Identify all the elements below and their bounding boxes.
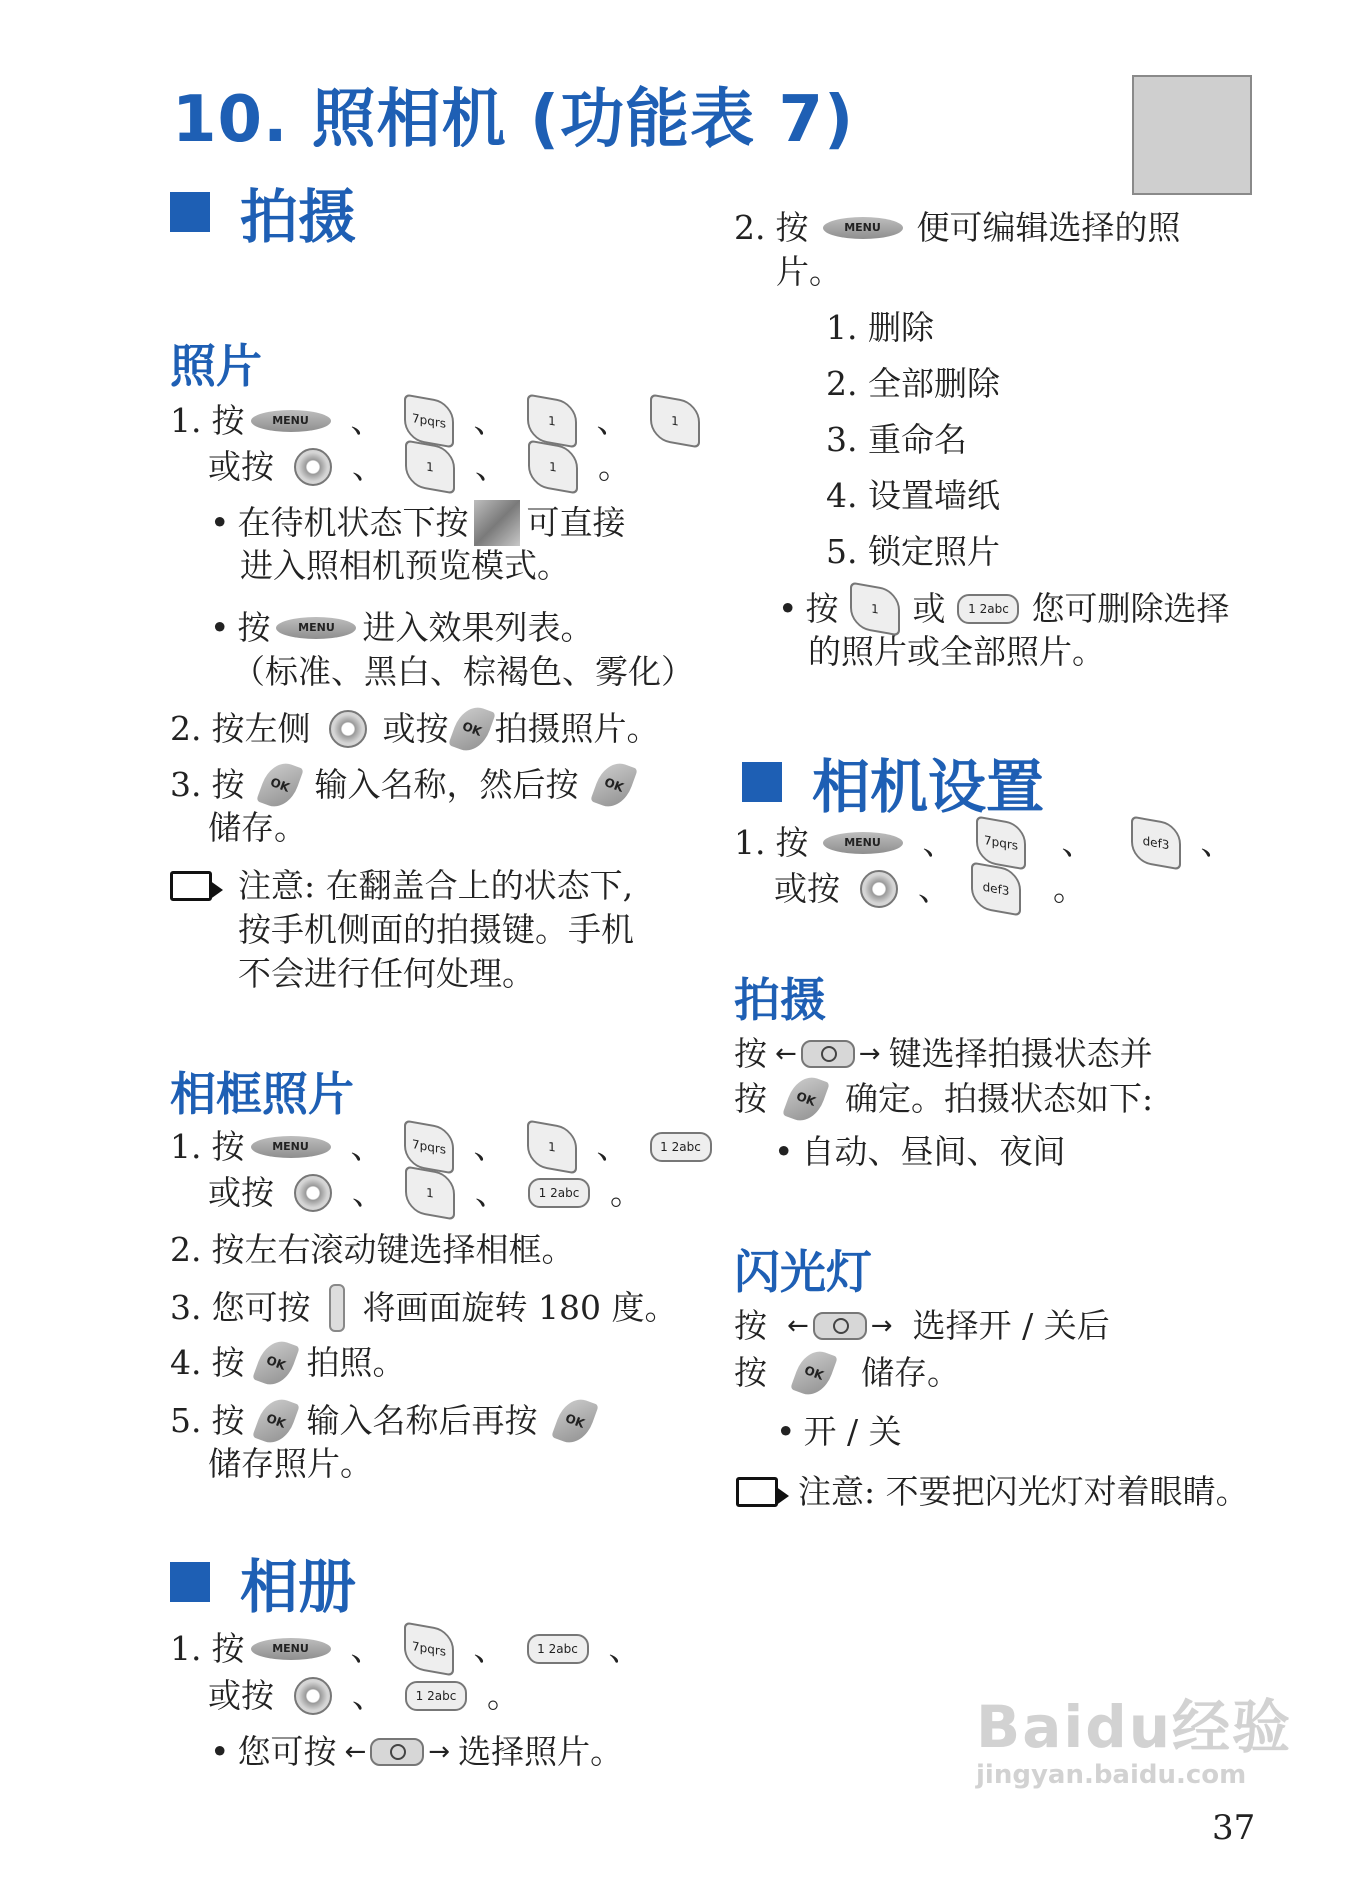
key-1-icon: 1 (527, 394, 577, 449)
separator: 、 (352, 1676, 385, 1715)
separator: 、 (473, 1629, 507, 1668)
key-7-icon: 7pqrs (404, 1120, 454, 1175)
menu-key-icon: MENU (276, 617, 356, 639)
key-7-icon: 7pqrs (404, 394, 454, 449)
ok-key-icon: OK (590, 758, 638, 813)
key-2-icon: 1 2abc (650, 1132, 712, 1162)
photo-step-2 (170, 706, 660, 752)
page-number: 37 (1212, 1808, 1256, 1848)
arrow-left-icon: ← (775, 1039, 797, 1069)
section-heading-camera-settings-label: 相机设置 (812, 753, 1045, 821)
section-heading-shoot (170, 170, 356, 254)
note-icon (736, 1477, 778, 1507)
bullet-text: • 在待机状态下按 (237, 503, 469, 542)
bullet-text: 您可删除选择 (1031, 589, 1230, 628)
separator: 、 (350, 401, 384, 440)
subheading-shoot-mode: 拍摄 (734, 973, 826, 1027)
step-number: 5. (170, 1401, 202, 1440)
or-press-label: 或按 (208, 1676, 274, 1715)
edit-option-5: 5. 锁定照片 (826, 532, 1000, 571)
key-3-icon: def3 (971, 862, 1021, 917)
ok-key-icon: OK (256, 758, 304, 813)
camera-key-icon (294, 1677, 332, 1715)
step-number: 1. (170, 1629, 202, 1668)
separator: 、 (473, 401, 507, 440)
nav-pill-icon (801, 1040, 855, 1068)
step-text: 按 (211, 765, 245, 804)
shoot-mode-bullet (774, 1130, 1065, 1174)
menu-key-icon: MENU (251, 1638, 331, 1660)
photo-step-3-cont: 储存。 (208, 808, 307, 847)
key-1-icon: 1 (528, 440, 578, 495)
step-text: 按左右滚动键选择相框。 (211, 1230, 575, 1269)
frame-step-4 (170, 1340, 406, 1386)
camera-key-icon (860, 870, 898, 908)
arrow-left-icon: ← (344, 1737, 367, 1767)
bullet-text: • 自动、昼间、夜间 (801, 1132, 1066, 1171)
press-label: 按 (211, 1127, 245, 1166)
camera-key-icon (329, 710, 367, 748)
key-2-icon: 1 2abc (405, 1681, 467, 1711)
album-step-1 (170, 1626, 656, 1672)
or-press-label: 或按 (208, 1173, 274, 1212)
bullet-text: 选择照片。 (458, 1732, 624, 1771)
flash-note (736, 1470, 1249, 1514)
separator: 、 (596, 401, 630, 440)
key-3-icon: def3 (1131, 816, 1181, 871)
step-text: 储存。 (861, 1353, 960, 1392)
flash-line-2 (734, 1350, 960, 1396)
key-2-icon: 1 2abc (957, 594, 1019, 624)
bullet-text: 进入效果列表。 (362, 608, 594, 647)
separator: 、 (475, 447, 508, 486)
ok-key-icon: OK (252, 1394, 300, 1449)
album-step-1-alt (208, 1674, 534, 1718)
separator: 、 (608, 1629, 642, 1668)
press-label: 按 (211, 401, 245, 440)
step-text: 按 (775, 208, 809, 247)
shoot-mode-line-2 (734, 1076, 1153, 1122)
ok-key-icon: OK (551, 1394, 599, 1449)
step-number: 3. (170, 765, 202, 804)
separator: 、 (922, 823, 956, 862)
edit-option-2: 2. 全部删除 (826, 364, 1000, 403)
step-text: 按 (734, 1306, 767, 1345)
step-number: 2. (170, 1230, 202, 1269)
step-text: 按左侧 (211, 709, 311, 748)
separator: 、 (918, 869, 951, 908)
square-bullet-icon (742, 762, 782, 802)
photo-note (170, 864, 633, 908)
or-press-label: 或按 (208, 447, 274, 486)
key-1-icon: 1 (650, 394, 700, 449)
arrow-left-icon: ← (787, 1311, 809, 1341)
menu-key-icon: MENU (823, 832, 903, 854)
ok-key-icon: OK (448, 702, 496, 757)
step-number: 1. (170, 401, 202, 440)
key-7-icon: 7pqrs (976, 816, 1026, 871)
camera-key-icon (294, 1174, 332, 1212)
edit-option-1: 1. 删除 (826, 308, 934, 347)
press-label: 按 (211, 1629, 245, 1668)
step-number: 1. (734, 823, 766, 862)
square-bullet-icon (170, 192, 210, 232)
step-text: 便可编辑选择的照 (916, 208, 1181, 247)
step-number: 2. (734, 208, 766, 247)
section-heading-camera-settings (742, 740, 1044, 824)
frame-step-5-cont: 储存照片。 (208, 1444, 373, 1483)
step-number: 3. (170, 1288, 202, 1327)
period: 。 (487, 1676, 520, 1715)
ok-key-icon: OK (782, 1072, 830, 1127)
separator: 、 (475, 1173, 508, 1212)
photo-bullet-2-cont: （标准、黑白、棕褐色、雾化） (232, 652, 694, 691)
separator: 、 (350, 1629, 384, 1668)
or-press-label: 或按 (774, 869, 840, 908)
side-key-icon (329, 1284, 345, 1332)
note-text: 注意: 不要把闪光灯对着眼睛。 (798, 1472, 1249, 1511)
frame-step-1-alt (208, 1170, 657, 1216)
menu-key-icon: MENU (251, 1136, 331, 1158)
nav-key-icon (787, 1304, 893, 1348)
step-text: 将画面旋转 180 度。 (362, 1288, 678, 1327)
key-1-icon: 1 (850, 582, 900, 637)
settings-step-1-alt (774, 866, 1100, 912)
nav-pill-icon (813, 1312, 867, 1340)
bullet-text: 或 (912, 589, 946, 628)
step-text: 按 (734, 1079, 767, 1118)
page-title: 10. 照相机 (功能表 7) (172, 83, 855, 157)
key-7-icon: 7pqrs (404, 1622, 454, 1677)
note-text: 注意: 在翻盖合上的状态下, (238, 866, 634, 905)
photo-bullet-1-cont: 进入照相机预览模式。 (240, 546, 570, 585)
step-number: 4. (170, 1343, 202, 1382)
photo-note-line-2: 按手机侧面的拍摄键。手机 (238, 910, 634, 949)
subheading-flash: 闪光灯 (734, 1245, 872, 1299)
step-number: 1. (170, 1127, 202, 1166)
camera-menu-icon (1132, 75, 1252, 195)
key-2-icon: 1 2abc (528, 1178, 590, 1208)
subheading-photo: 照片 (170, 339, 262, 393)
step-text: 键选择拍摄状态并 (888, 1034, 1153, 1073)
photo-step-1-alt (208, 444, 645, 490)
flash-line-1 (734, 1304, 1110, 1348)
period: 。 (598, 447, 631, 486)
subheading-frame-photo: 相框照片 (170, 1067, 354, 1121)
photo-step-3 (170, 762, 637, 808)
arrow-right-icon: → (428, 1737, 451, 1767)
step-text: 输入名称，然后按 (314, 765, 579, 804)
photo-bullet-1 (210, 500, 625, 546)
nav-key-icon (344, 1730, 450, 1774)
edit-option-4: 4. 设置墙纸 (826, 476, 1000, 515)
arrow-right-icon: → (870, 1311, 893, 1341)
bullet-text: 可直接 (526, 503, 626, 542)
key-2-icon: 1 2abc (527, 1634, 589, 1664)
step-text: 或按 (382, 709, 449, 748)
step-text: 您可按 (211, 1288, 311, 1327)
ok-key-icon: OK (252, 1336, 300, 1391)
step-text: 输入名称后再按 (306, 1401, 538, 1440)
section-heading-album (170, 1540, 356, 1624)
section-heading-album-label: 相册 (240, 1553, 357, 1621)
menu-key-icon: MENU (823, 217, 903, 239)
step-text: 确定。拍摄状态如下: (845, 1079, 1154, 1118)
frame-step-3 (170, 1284, 677, 1332)
baidu-watermark (976, 1680, 1292, 1790)
bullet-text: • 按 (805, 589, 839, 628)
key-1-icon: 1 (405, 440, 455, 495)
separator: 、 (1061, 823, 1095, 862)
separator: 、 (350, 1127, 384, 1166)
press-label: 按 (775, 823, 809, 862)
step-text: 拍照。 (306, 1343, 406, 1382)
shoot-mode-line-1 (734, 1032, 1153, 1076)
step-text: 按 (734, 1034, 767, 1073)
frame-step-5 (170, 1398, 598, 1444)
photo-note-line-3: 不会进行任何处理。 (238, 954, 535, 993)
frame-step-1 (170, 1124, 718, 1170)
edit-bullet-cont: 的照片或全部照片。 (808, 632, 1105, 671)
step-text: 按 (211, 1401, 245, 1440)
period: 。 (1053, 869, 1086, 908)
period: 。 (610, 1173, 643, 1212)
watermark-brand: Baidu经验 (976, 1693, 1293, 1761)
bullet-text: • 您可按 (237, 1732, 337, 1771)
key-1-icon: 1 (527, 1120, 577, 1175)
square-bullet-icon (170, 1562, 210, 1602)
ok-key-icon: OK (790, 1346, 838, 1401)
bullet-text: • 按 (237, 608, 271, 647)
camera-key-icon (294, 448, 332, 486)
settings-step-1 (734, 820, 1248, 866)
flash-bullet (776, 1410, 902, 1454)
menu-key-icon: MENU (251, 410, 331, 432)
note-icon (170, 871, 212, 901)
bullet-text: • 开 / 关 (803, 1412, 902, 1451)
album-edit-step-2 (734, 206, 1181, 250)
separator: 、 (352, 1173, 385, 1212)
arrow-right-icon: → (858, 1039, 881, 1069)
separator: 、 (473, 1127, 507, 1166)
nav-key-icon (775, 1032, 881, 1076)
album-edit-step-2-cont: 片。 (776, 252, 842, 291)
frame-step-2 (170, 1228, 575, 1272)
step-text: 拍摄照片。 (494, 709, 660, 748)
edit-option-3: 3. 重命名 (826, 420, 967, 459)
separator: 、 (596, 1127, 630, 1166)
step-number: 2. (170, 709, 202, 748)
section-heading-shoot-label: 拍摄 (240, 183, 357, 251)
album-bullet (210, 1730, 623, 1774)
camera-side-key-icon (474, 500, 520, 546)
photo-bullet-2 (210, 606, 593, 650)
step-text: 按 (734, 1353, 767, 1392)
nav-pill-icon (370, 1738, 424, 1766)
edit-bullet (778, 586, 1229, 632)
photo-step-1 (170, 398, 706, 444)
step-text: 按 (211, 1343, 245, 1382)
separator: 、 (1200, 823, 1234, 862)
watermark-url: jingyan.baidu.com (976, 1760, 1247, 1790)
separator: 、 (352, 447, 385, 486)
key-1-icon: 1 (405, 1166, 455, 1221)
step-text: 选择开 / 关后 (912, 1306, 1110, 1345)
